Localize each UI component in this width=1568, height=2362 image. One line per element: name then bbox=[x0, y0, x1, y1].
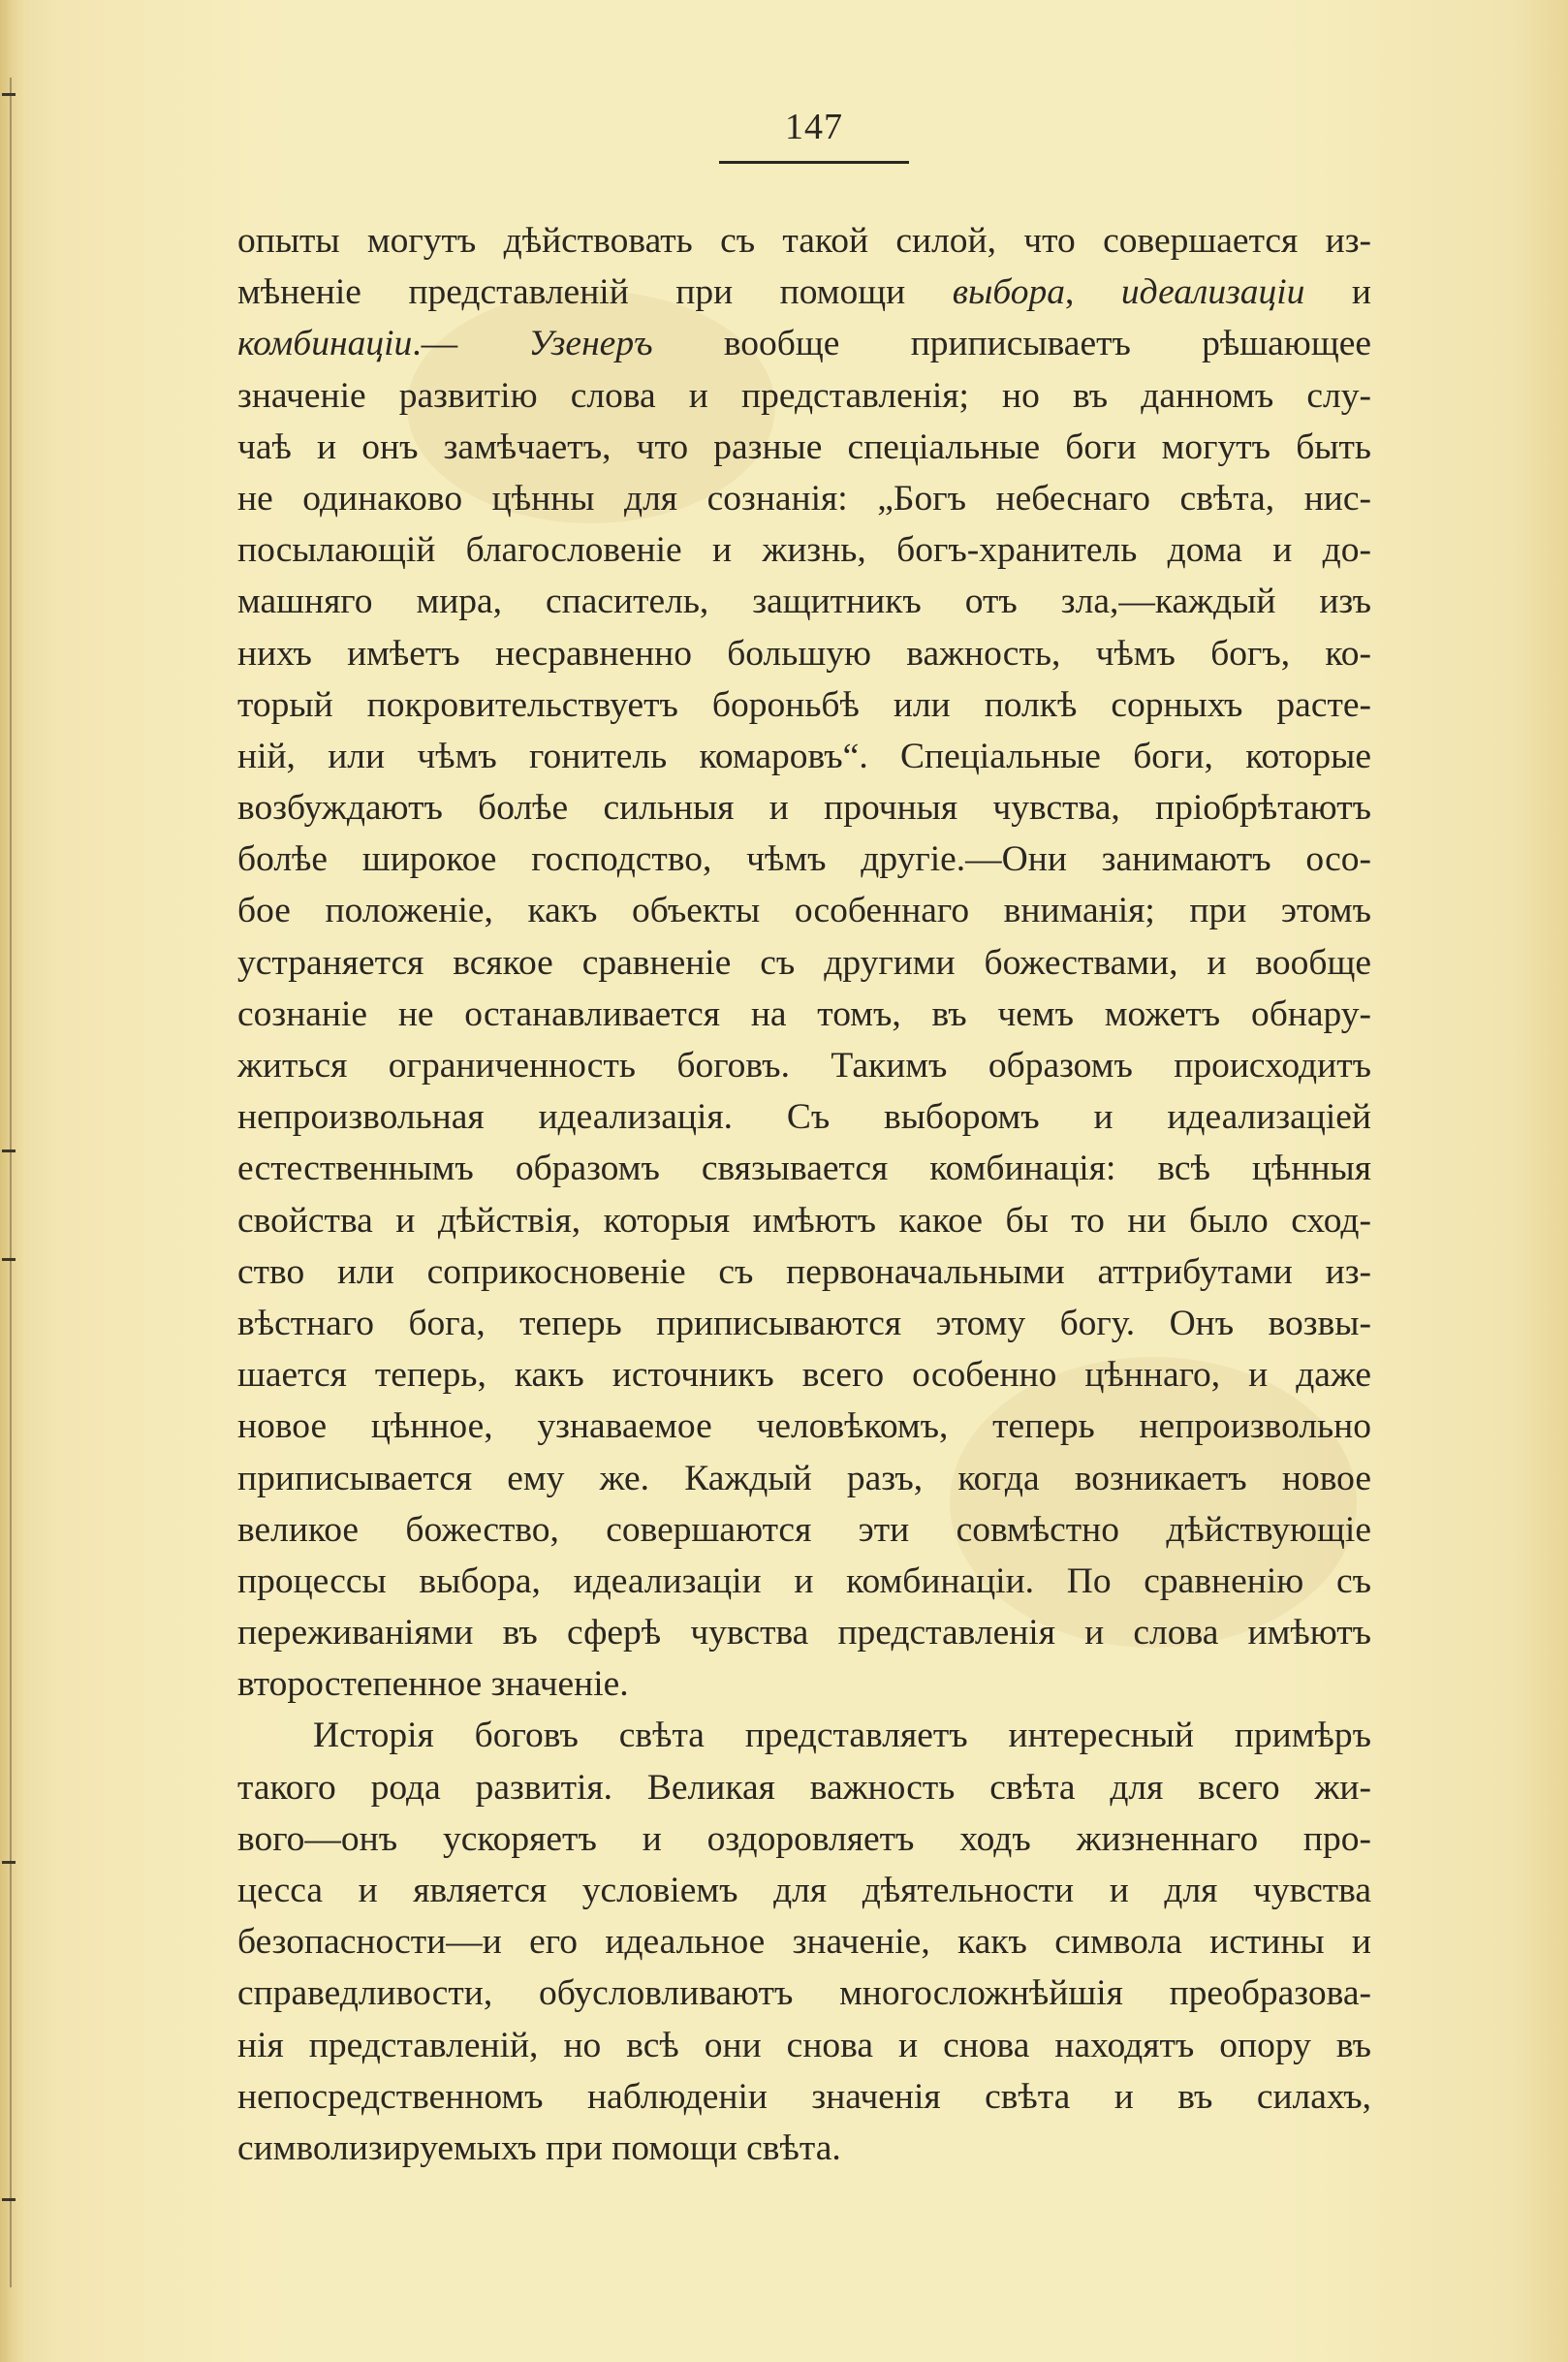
text-run: болѣе широкое господство, чѣмъ другіе.—Они занимаютъ осо- bbox=[237, 839, 1371, 880]
text-line bbox=[237, 1453, 1371, 1504]
spine-mark bbox=[2, 1861, 16, 1864]
text-line bbox=[237, 1658, 1371, 1710]
text-line bbox=[237, 1143, 1371, 1194]
text-run: вообще приписываетъ рѣшающее bbox=[652, 324, 1371, 364]
spine-mark bbox=[2, 1258, 16, 1261]
text-line bbox=[237, 2071, 1371, 2123]
text-line bbox=[237, 628, 1371, 679]
text-run: вого—онъ ускоряетъ и оздоровляетъ ходъ жизненнаго про- bbox=[237, 1818, 1371, 1859]
text-run: вѣстнаго бога, теперь приписываются этому богу. Онъ возвы- bbox=[237, 1303, 1371, 1343]
text-line bbox=[237, 422, 1371, 473]
italic-term: комбинаціи bbox=[237, 324, 413, 364]
spine-mark bbox=[2, 1150, 16, 1152]
text-run: процессы выбора, идеализаціи и комбинаціи. По сравненію съ bbox=[237, 1560, 1371, 1601]
text-line bbox=[237, 1401, 1371, 1452]
text-run: опыты могутъ дѣйствовать съ такой силой, что совершается из- bbox=[237, 221, 1371, 261]
text-run: великое божество, совершаются эти совмѣстно дѣйствующіе bbox=[237, 1509, 1371, 1550]
text-line bbox=[237, 1091, 1371, 1143]
page-header bbox=[717, 109, 911, 164]
text-line bbox=[237, 1762, 1371, 1813]
text-run: машняго мира, спаситель, защитникъ отъ зла,—каждый изъ bbox=[237, 582, 1371, 622]
text-line bbox=[237, 989, 1371, 1040]
text-run: торый покровительствуетъ бороньбѣ или полкѣ сорныхъ расте- bbox=[237, 684, 1371, 725]
text-run: мѣненіе представленій при помощи bbox=[237, 272, 953, 313]
text-run: непосредственномъ наблюденіи значенія свѣта и въ силахъ, bbox=[237, 2076, 1371, 2117]
text-line bbox=[237, 2020, 1371, 2071]
text-line bbox=[237, 1504, 1371, 1556]
text-run: нія представленій, но всѣ они снова и снова находятъ опору въ bbox=[237, 2025, 1371, 2065]
text-run: второстепенное значеніе. bbox=[237, 1664, 629, 1705]
text-line bbox=[237, 1865, 1371, 1916]
text-line bbox=[237, 267, 1371, 318]
text-line bbox=[237, 1349, 1371, 1401]
text-line bbox=[237, 1040, 1371, 1091]
text-line bbox=[237, 370, 1371, 422]
text-run: .— bbox=[412, 324, 529, 364]
paragraph bbox=[237, 215, 1371, 1710]
text-run: безопасности—и его идеальное значеніе, какъ символа истины и bbox=[237, 1922, 1371, 1963]
text-line bbox=[237, 1710, 1371, 1761]
text-line bbox=[237, 215, 1371, 267]
text-run: сознаніе не останавливается на томъ, въ чемъ можетъ обнару- bbox=[237, 993, 1371, 1034]
text-line bbox=[237, 318, 1371, 369]
text-line bbox=[237, 731, 1371, 782]
text-line bbox=[237, 1246, 1371, 1298]
text-run: посылающій благословеніе и жизнь, богъ-хранитель дома и до- bbox=[237, 530, 1371, 571]
text-line bbox=[237, 2123, 1371, 2174]
spine-fold-line bbox=[10, 78, 12, 2287]
text-line bbox=[237, 1968, 1371, 2019]
text-run: ство или соприкосновеніе съ первоначальными аттрибутами из- bbox=[237, 1251, 1371, 1292]
spine-mark bbox=[2, 93, 16, 96]
text-run: свойства и дѣйствія, которыя имѣютъ какое бы то ни было сход- bbox=[237, 1200, 1371, 1241]
page-number: 147 bbox=[785, 107, 843, 147]
text-line bbox=[237, 834, 1371, 885]
text-run: Исторія боговъ свѣта представляетъ интересный примѣръ bbox=[313, 1716, 1371, 1756]
text-run: справедливости, обусловливаютъ многосложнѣйшія преобразова- bbox=[237, 1973, 1371, 2014]
italic-term: идеализаціи bbox=[1120, 272, 1305, 313]
header-rule bbox=[719, 161, 909, 164]
text-run: значеніе развитію слова и представленія; но въ данномъ слу- bbox=[237, 375, 1371, 416]
text-run: естественнымъ образомъ связывается комбинація: всѣ цѣнныя bbox=[237, 1149, 1371, 1189]
text-run: и bbox=[1304, 272, 1371, 313]
page-spine-edge bbox=[0, 0, 25, 2362]
text-run: устраняется всякое сравненіе съ другими божествами, и вообще bbox=[237, 942, 1371, 983]
italic-term: Узенеръ bbox=[528, 324, 653, 364]
text-run: нихъ имѣетъ несравненно большую важность, чѣмъ богъ, ко- bbox=[237, 633, 1371, 674]
text-run: непроизвольная идеализація. Съ выборомъ и идеализаціей bbox=[237, 1097, 1371, 1138]
italic-term: выбора bbox=[952, 272, 1066, 313]
paragraph bbox=[237, 1710, 1371, 2174]
text-run: , bbox=[1065, 272, 1121, 313]
text-line bbox=[237, 1916, 1371, 1968]
text-run: ній, или чѣмъ гонитель комаровъ“. Спеціальные боги, которые bbox=[237, 736, 1371, 776]
text-line bbox=[237, 885, 1371, 936]
text-line bbox=[237, 782, 1371, 834]
text-line bbox=[237, 1298, 1371, 1349]
text-run: цесса и является условіемъ для дѣятельности и для чувства bbox=[237, 1871, 1371, 1910]
text-run: возбуждаютъ болѣе сильныя и прочныя чувства, пріобрѣтаютъ bbox=[237, 788, 1371, 829]
text-line bbox=[237, 524, 1371, 576]
text-line bbox=[237, 576, 1371, 627]
text-line bbox=[237, 473, 1371, 524]
text-line bbox=[237, 1556, 1371, 1607]
text-line bbox=[237, 1813, 1371, 1865]
body-text bbox=[237, 215, 1371, 2174]
text-run: бое положеніе, какъ объекты особеннаго вниманія; при этомъ bbox=[237, 891, 1371, 931]
text-line bbox=[237, 1195, 1371, 1246]
text-run: шается теперь, какъ источникъ всего особенно цѣннаго, и даже bbox=[237, 1355, 1371, 1396]
text-line bbox=[237, 937, 1371, 989]
text-run: житься ограниченность боговъ. Такимъ образомъ происходитъ bbox=[237, 1046, 1371, 1086]
text-run: приписывается ему же. Каждый разъ, когда возникаетъ новое bbox=[237, 1458, 1371, 1498]
text-run: чаѣ и онъ замѣчаетъ, что разные спеціальные боги могутъ быть bbox=[237, 426, 1371, 467]
text-line bbox=[237, 679, 1371, 731]
text-run: символизируемыхъ при помощи свѣта. bbox=[237, 2127, 841, 2168]
text-line bbox=[237, 1607, 1371, 1658]
text-run: не одинаково цѣнны для сознанія: „Богъ небеснаго свѣта, нис- bbox=[237, 478, 1371, 519]
text-run: такого рода развитія. Великая важность свѣта для всего жи- bbox=[237, 1767, 1371, 1808]
text-run: переживаніями въ сферѣ чувства представленія и слова имѣютъ bbox=[237, 1613, 1371, 1653]
spine-mark bbox=[2, 2198, 16, 2201]
text-run: новое цѣнное, узнаваемое человѣкомъ, теперь непроизвольно bbox=[237, 1406, 1371, 1447]
